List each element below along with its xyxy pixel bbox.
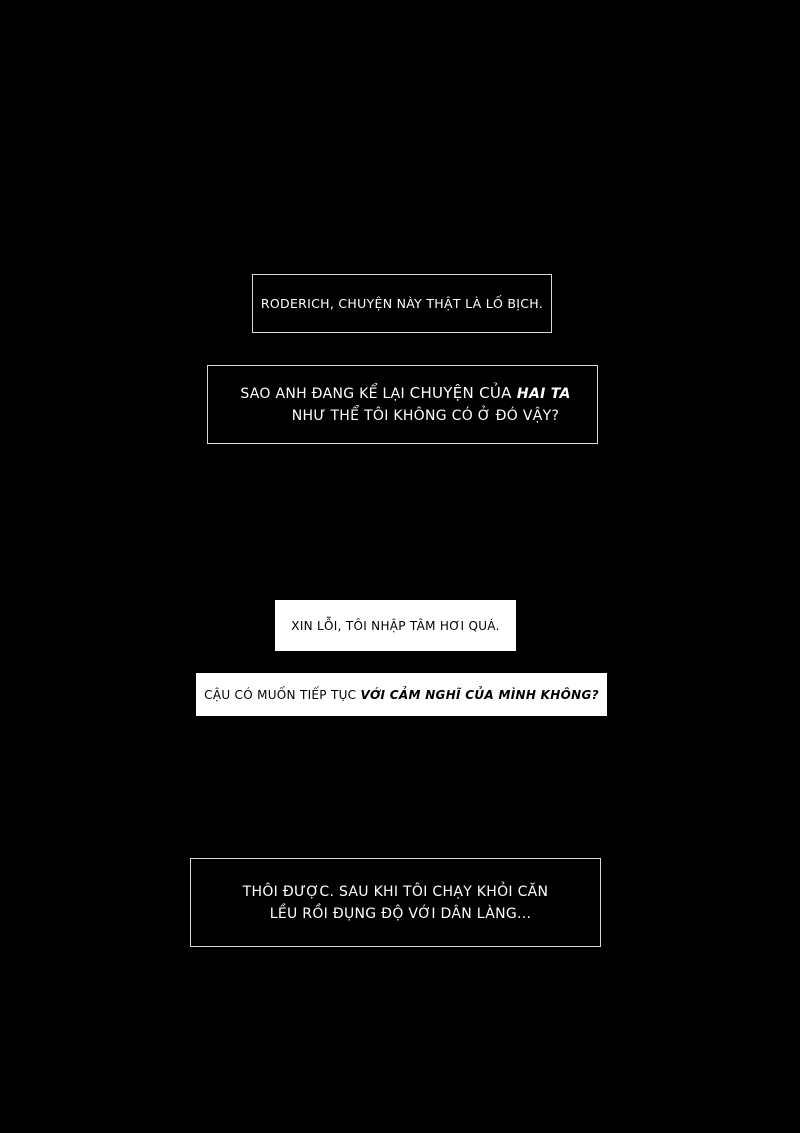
caption-5-line-2: LỀU RỒI ĐỤNG ĐỘ VỚI DÂN LÀNG... bbox=[269, 905, 532, 922]
caption-4-part-1: CẬU CÓ MUỐN TIẾP TỤC bbox=[204, 687, 361, 702]
caption-4-line bbox=[204, 688, 599, 702]
caption-2-line-1-part-3: HAI TA bbox=[511, 386, 571, 402]
caption-5-line-1: THÔI ĐƯỢC. SAU KHI TÔI CHẠY KHỎI CĂN bbox=[242, 883, 549, 900]
caption-2-line-1 bbox=[240, 382, 570, 405]
caption-box-5 bbox=[190, 858, 601, 947]
caption-box-4 bbox=[196, 673, 607, 716]
caption-2-line-1-part-2: CHUYỆN CỦA bbox=[409, 384, 512, 402]
caption-2-line-1-part-1: SAO ANH ĐANG KỂ LẠI bbox=[240, 386, 410, 402]
caption-2-line-2: NHƯ THỂ TÔI KHÔNG CÓ Ở ĐÓ VẬY? bbox=[291, 408, 560, 424]
caption-box-1 bbox=[252, 274, 552, 333]
caption-box-2 bbox=[207, 365, 598, 444]
caption-3-text: XIN LỖI, TÔI NHẬP TÂM HƠI QUÁ. bbox=[291, 618, 500, 633]
caption-box-3 bbox=[275, 600, 516, 651]
caption-4-part-2: VỚI CẢM NGHĨ CỦA MÌNH KHÔNG? bbox=[360, 687, 599, 702]
caption-1-text: RODERICH, CHUYỆN NÀY THẬT LÀ LỐ BỊCH. bbox=[260, 296, 544, 311]
